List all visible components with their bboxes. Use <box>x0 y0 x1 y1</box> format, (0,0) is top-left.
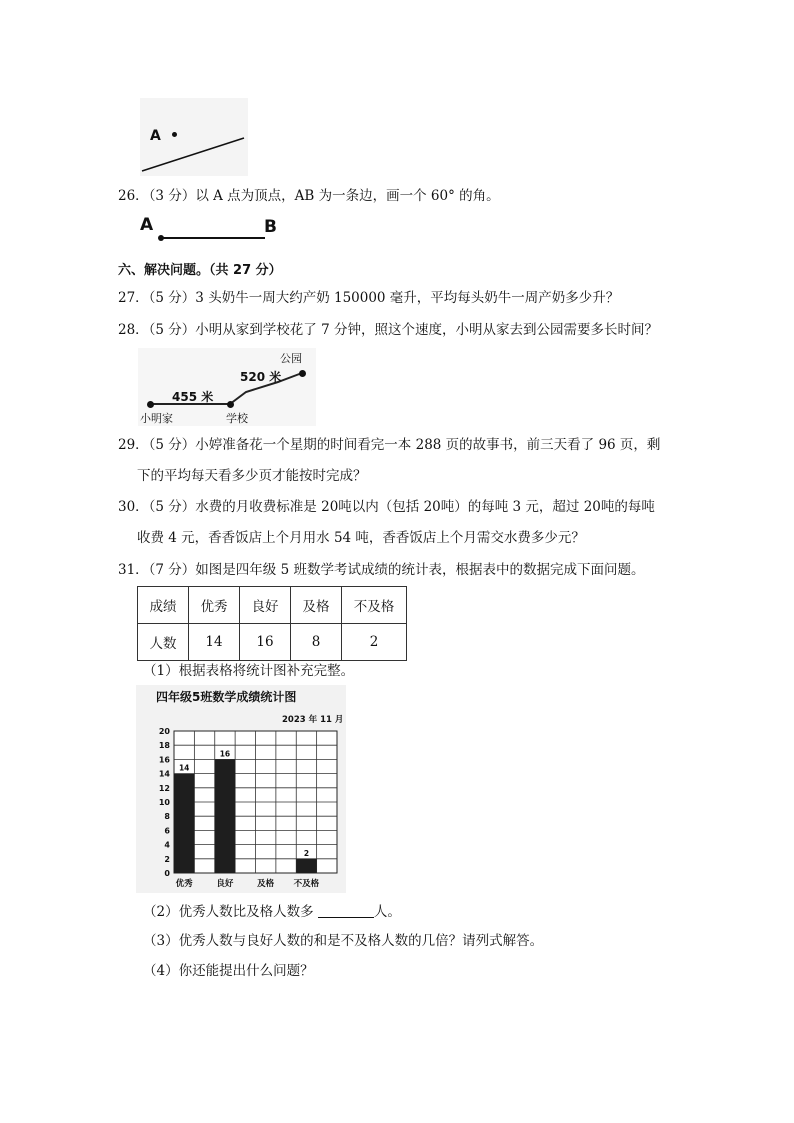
school-label: 学校 <box>226 412 248 425</box>
table-row <box>138 624 407 661</box>
bar-value-label: 16 <box>219 749 231 759</box>
chart-date: 2023 年 11 月 <box>282 715 344 725</box>
question-31: 31．（7 分）如图是四年级 5 班数学考试成绩的统计表，根据表中的数据完成下面问题。 <box>118 562 645 578</box>
table-cell: 不及格 <box>342 587 407 624</box>
y-tick-label: 0 <box>164 869 170 878</box>
bar <box>215 759 235 873</box>
x-tick-label: 良好 <box>216 879 234 889</box>
home-label: 小明家 <box>140 412 173 425</box>
y-tick-label: 4 <box>164 840 170 850</box>
x-tick-label: 不及格 <box>293 879 320 889</box>
y-tick-label: 8 <box>164 812 170 822</box>
distance-school-park: 520 米 <box>240 370 282 384</box>
y-tick-label: 16 <box>158 755 170 765</box>
segment-label-a: A <box>140 215 154 235</box>
point-a-label: A <box>150 128 161 144</box>
section-6-title: 六、解决问题。（共 27 分） <box>118 263 282 278</box>
bar-chart <box>136 685 348 895</box>
y-tick-label: 18 <box>158 741 170 751</box>
table-cell: 人数 <box>138 624 189 661</box>
question-30-line2: 收费 4 元，香香饭店上个月用水 54 吨，香香饭店上个月需交水费多少元？ <box>137 530 585 546</box>
park-label: 公园 <box>280 352 302 365</box>
table-cell: 8 <box>291 624 342 661</box>
question-28: 28．（5 分）小明从家到学校花了 7 分钟，照这个速度，小明从家去到公园需要多长时间？ <box>118 322 658 338</box>
sub-question-1: （1）根据表格将统计图补充完整。 <box>143 663 355 679</box>
x-tick-label: 优秀 <box>175 879 193 889</box>
bar-value-label: 2 <box>303 848 310 858</box>
segment-ab <box>161 237 265 239</box>
table-cell: 成绩 <box>138 587 189 624</box>
table-cell: 16 <box>240 624 291 661</box>
figure-25 <box>140 98 250 178</box>
segment-label-b: B <box>264 217 277 237</box>
line-25 <box>140 98 250 178</box>
table-cell: 良好 <box>240 587 291 624</box>
y-tick-label: 20 <box>158 727 170 736</box>
question-30-line1: 30．（5 分）水费的月收费标准是 20吨以内（包括 20吨）的每吨 3 元，超过 20吨的每吨 <box>118 499 655 515</box>
figure-26-segment <box>140 215 290 245</box>
table-cell: 2 <box>342 624 407 661</box>
question-29-line1: 29．（5 分）小婷准备花一个星期的时间看完一本 288 页的故事书，前三天看了 96 页，剩 <box>118 437 661 453</box>
park-dot <box>299 370 306 377</box>
x-tick-label: 及格 <box>257 879 275 889</box>
answer-blank[interactable] <box>318 903 374 918</box>
question-29-line2: 下的平均每天看多少页才能按时完成？ <box>137 468 367 484</box>
home-dot <box>147 401 154 408</box>
table-cell: 优秀 <box>189 587 240 624</box>
table-cell: 及格 <box>291 587 342 624</box>
grade-table <box>137 586 407 661</box>
y-tick-label: 12 <box>158 783 170 793</box>
sub-question-2-unit: 人。 <box>373 904 401 920</box>
y-tick-label: 6 <box>164 826 170 836</box>
bar <box>296 859 316 873</box>
route-map <box>138 348 318 428</box>
y-tick-label: 14 <box>158 769 170 779</box>
chart-title: 四年级5班数学成绩统计图 <box>156 690 297 704</box>
question-26-number: 26． <box>118 188 149 204</box>
table-header-row <box>138 587 407 624</box>
question-27: 27．（5 分）3 头奶牛一周大约产奶 150000 毫升，平均每头奶牛一周产奶多少升？ <box>118 290 620 306</box>
bar-value-label: 14 <box>178 763 190 773</box>
distance-home-school: 455 米 <box>172 390 214 404</box>
school-dot <box>227 401 234 408</box>
bar <box>174 774 194 873</box>
question-26 <box>118 186 500 206</box>
sub-question-4: （4）你还能提出什么问题？ <box>143 963 314 979</box>
sub-question-3: （3）优秀人数与良好人数的和是不及格人数的几倍？请列式解答。 <box>143 933 544 949</box>
chart-plot <box>136 685 348 895</box>
y-tick-label: 10 <box>158 798 170 807</box>
sub-question-2-text: （2）优秀人数比及格人数多 <box>143 904 314 920</box>
question-26-text: （3 分）以 A 点为顶点，AB 为一条边，画一个 60° 的角。 <box>148 188 500 204</box>
y-tick-label: 2 <box>164 854 170 864</box>
table-cell: 14 <box>189 624 240 661</box>
sub-question-2 <box>143 902 401 922</box>
